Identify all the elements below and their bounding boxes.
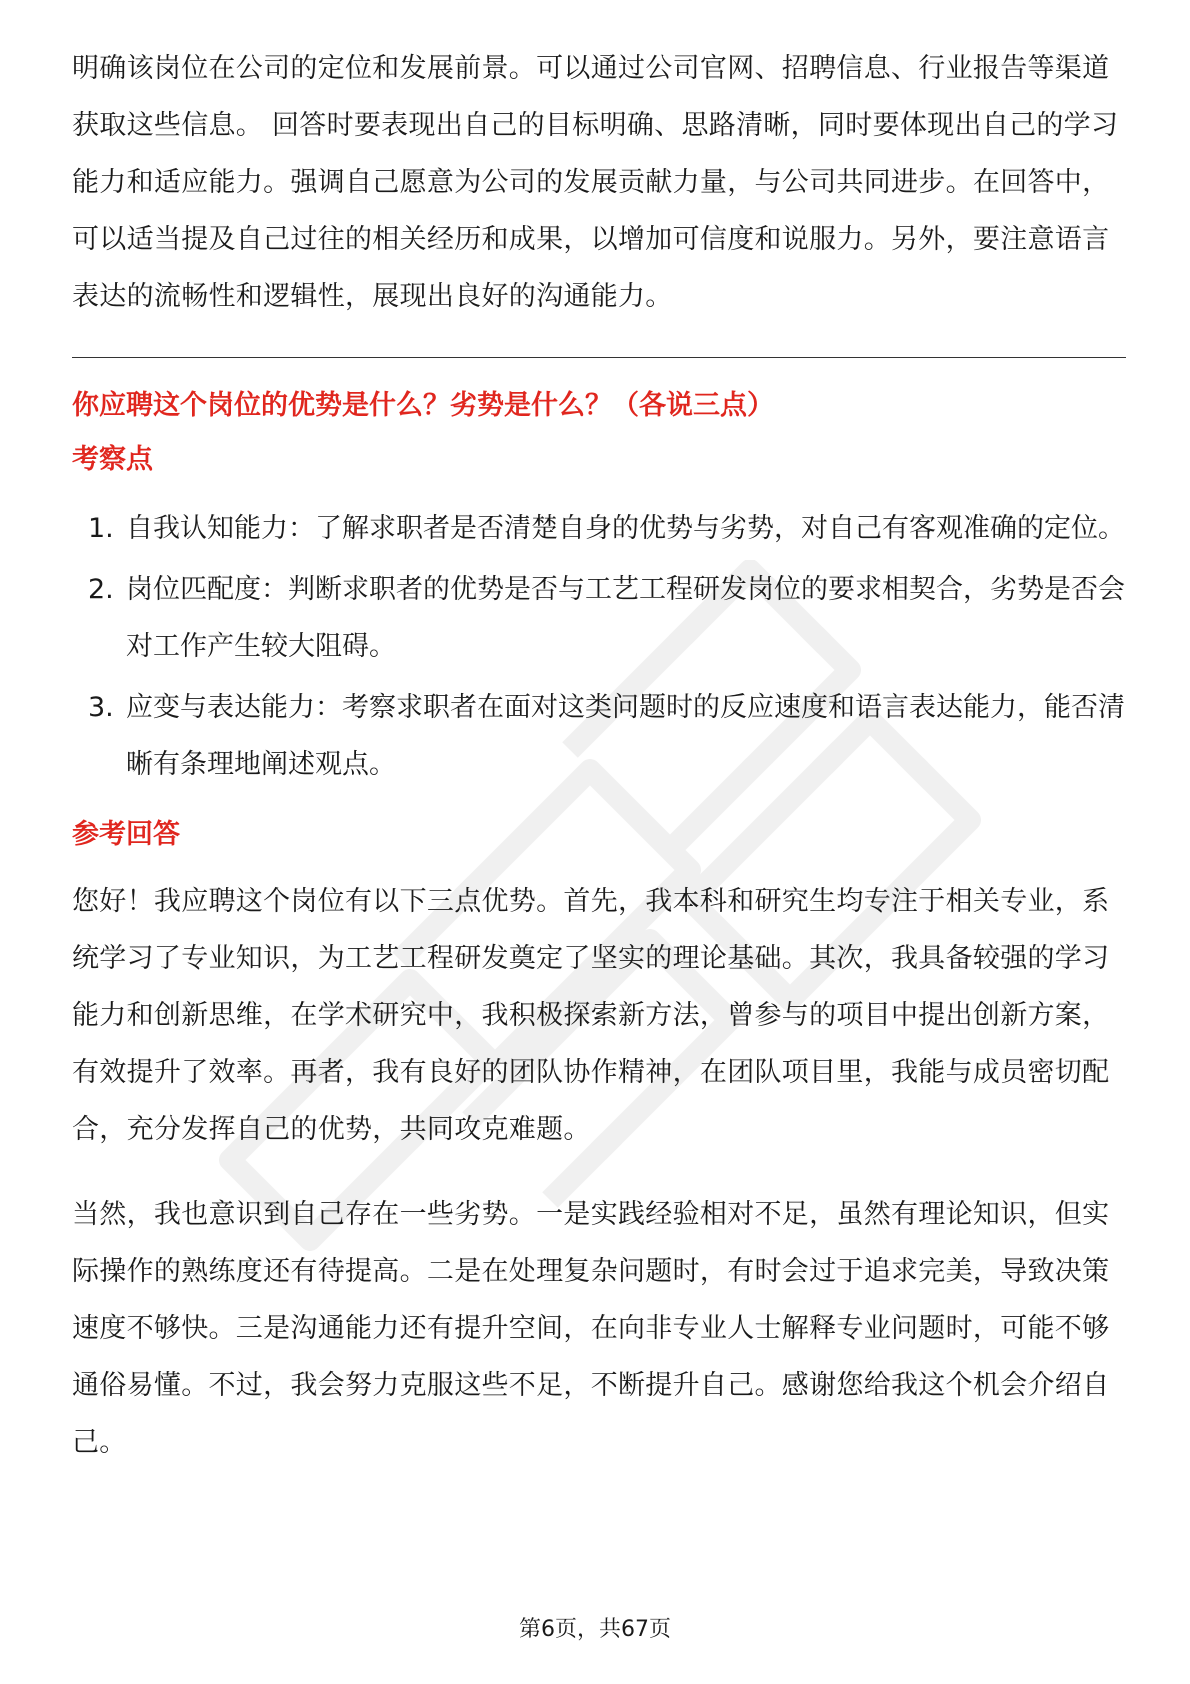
focus-section-title: 考察点 xyxy=(72,444,153,475)
question-heading: 你应聘这个岗位的优势是什么？劣势是什么？（各说三点） xyxy=(72,390,774,421)
list-item-number: 2. xyxy=(88,574,114,605)
answer-section-title: 参考回答 xyxy=(72,819,180,850)
page-content xyxy=(72,40,1126,1471)
list-item-text: 自我认知能力：了解求职者是否清楚自身的优势与劣势，对自己有客观准确的定位。 xyxy=(126,513,1125,544)
section-divider xyxy=(72,357,1126,358)
list-item-number: 3. xyxy=(88,692,114,723)
list-item-text: 岗位匹配度：判断求职者的优势是否与工艺工程研发岗位的要求相契合，劣势是否会对工作产生较大阻碍。 xyxy=(126,574,1125,662)
list-item-text: 应变与表达能力：考察求职者在面对这类问题时的反应速度和语言表达能力，能否清晰有条理地阐述观点。 xyxy=(126,692,1125,780)
focus-points-list xyxy=(72,500,1126,793)
answer-paragraph-1: 您好！我应聘这个岗位有以下三点优势。首先，我本科和研究生均专注于相关专业，系统学习了专业知识，为工艺工程研发奠定了坚实的理论基础。其次，我具备较强的学习能力和创新思维，在学术研究中，我积极探索新方法，曾参与的项目中提出创新方案，有效提升了效率。再者，我有良好的团队协作精神，在团队项目里，我能与成员密切配合，充分发挥自己的优势，共同攻克难题。 xyxy=(72,886,1110,1145)
list-item xyxy=(72,500,1126,557)
page-number-footer: 第6页，共67页 xyxy=(519,1617,671,1642)
intro-paragraph: 明确该岗位在公司的定位和发展前景。可以通过公司官网、招聘信息、行业报告等渠道获取这些信息。 回答时要表现出自己的目标明确、思路清晰，同时要体现出自己的学习能力和适应能力。强调自己愿意为公司的发展贡献力量，与公司共同进步。在回答中，可以适当提及自己过往的相关经历和成果，以增加可信度和说服力。另外，要注意语言表达的流畅性和逻辑性，展现出良好的沟通能力。 xyxy=(72,53,1119,312)
list-item xyxy=(72,561,1126,675)
list-item xyxy=(72,679,1126,793)
answer-paragraph-2: 当然，我也意识到自己存在一些劣势。一是实践经验相对不足，虽然有理论知识，但实际操作的熟练度还有待提高。二是在处理复杂问题时，有时会过于追求完美，导致决策速度不够快。三是沟通能力还有提升空间，在向非专业人士解释专业问题时，可能不够通俗易懂。不过，我会努力克服这些不足，不断提升自己。感谢您给我这个机会介绍自己。 xyxy=(72,1199,1110,1458)
list-item-number: 1. xyxy=(88,513,114,544)
